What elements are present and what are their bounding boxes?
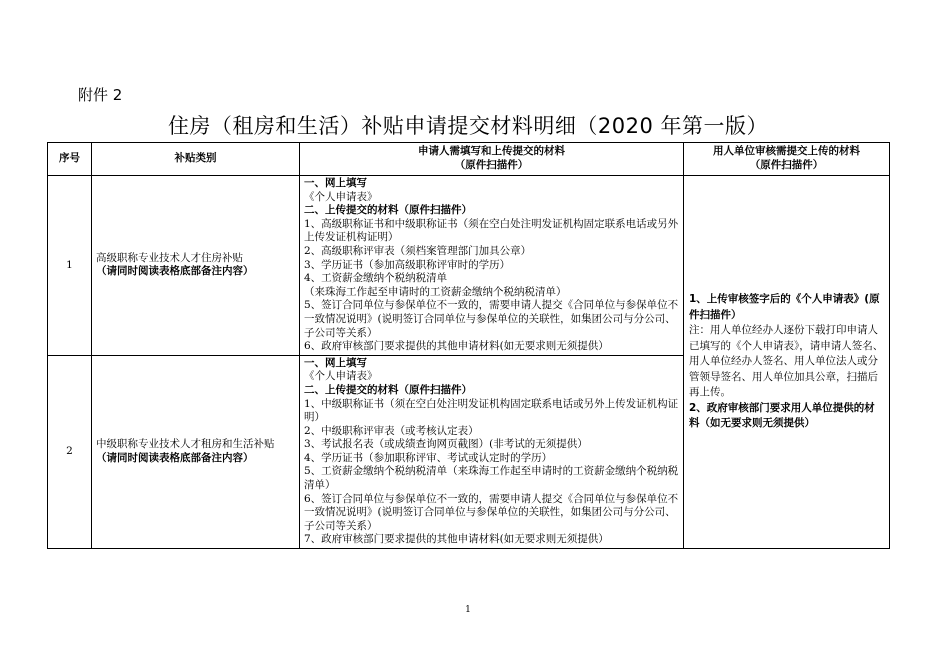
row-materials xyxy=(300,176,684,356)
list-item: 1、高级职称证书和中级职称证书（须在空白处注明发证机构固定联系电话或另外上传发证机构证明） xyxy=(304,217,679,244)
category-note: （请同时阅读表格底部备注内容） xyxy=(96,265,254,278)
list-item: 7、政府审核部门要求提供的其他申请材料(如无要求则无须提供） xyxy=(304,533,609,546)
header-employer-line1: 用人单位审核需提交上传的材料 xyxy=(713,145,860,158)
list-item: 二、上传提交的材料（原件扫描件） xyxy=(304,383,472,396)
list-item: 3、考试报名表（或成绩查询网页截图）(非考试的无须提供） xyxy=(304,438,588,451)
row-materials xyxy=(300,355,684,548)
category-label: 高级职称专业技术人才住房补贴 xyxy=(96,251,243,264)
list-item: 《个人申请表》 xyxy=(304,370,378,383)
list-item: 一、网上填写 xyxy=(304,356,367,369)
materials-table xyxy=(47,142,890,549)
list-item: 4、工资薪金缴纳个税纳税清单 xyxy=(304,272,448,285)
row-category xyxy=(92,176,300,356)
list-item: 2、高级职称评审表（须档案管理部门加具公章） xyxy=(304,244,532,257)
table-row xyxy=(48,176,890,356)
header-seq: 序号 xyxy=(48,143,92,176)
attachment-label: 附件 2 xyxy=(78,86,123,104)
list-item: 5、签订合同单位与参保单位不一致的，需要申请人提交《合同单位与参保单位不一致情况说明》(说明签订合同单位与参保单位的关联性，如集团公司与分公司、子公司等关系） xyxy=(304,299,679,339)
header-applicant xyxy=(300,143,684,176)
list-item: 4、学历证书（参加职称评审、考试或认定时的学历） xyxy=(304,451,553,464)
employer-item2-title: 2、政府审核部门要求用人单位提供的材料（如无要求则无须提供） xyxy=(689,401,875,430)
list-item: 1、中级职称证书（须在空白处注明发证机构固定联系电话或另外上传发证机构证明） xyxy=(304,397,679,424)
page-number: 1 xyxy=(465,605,471,615)
employer-item1-title: 1、上传审核签字后的《个人申请表》(原件扫描件） xyxy=(689,293,880,321)
list-item: 二、上传提交的材料（原件扫描件） xyxy=(304,204,472,217)
employer-materials xyxy=(684,176,890,549)
category-note: （请同时阅读表格底部备注内容） xyxy=(96,451,254,464)
employer-item1-note: 注：用人单位经办人逐份下载打印申请人已填写的《个人申请表》，请申请人签名、用人单位经办人签名、用人单位法人或分管领导签名、用人单位加具公章，扫描后再上传。 xyxy=(689,324,884,399)
list-item: 6、政府审核部门要求提供的其他申请材料(如无要求则无须提供） xyxy=(304,340,609,353)
header-employer xyxy=(684,143,890,176)
row-seq: 2 xyxy=(48,355,92,548)
list-item: 6、签订合同单位与参保单位不一致的，需要申请人提交《合同单位与参保单位不一致情况说明》(说明签订合同单位与参保单位的关联性，如集团公司与分公司、子公司等关系） xyxy=(304,492,679,532)
list-item: （来珠海工作起至申请时的工资薪金缴纳个税纳税清单） xyxy=(304,285,567,298)
header-employer-line2: （原件扫描件） xyxy=(749,159,824,171)
header-row xyxy=(48,143,890,176)
list-item: 3、学历证书（参加高级职称评审时的学历） xyxy=(304,258,511,271)
list-item: 《个人申请表》 xyxy=(304,190,378,203)
header-applicant-line2: （原件扫描件） xyxy=(454,159,529,171)
header-category: 补贴类别 xyxy=(92,143,300,176)
document-title: 住房（租房和生活）补贴申请提交材料明细（2020 年第一版） xyxy=(167,114,769,138)
list-item: 5、工资薪金缴纳个税纳税清单（来珠海工作起至申请时的工资薪金缴纳个税纳税清单） xyxy=(304,465,679,492)
row-category xyxy=(92,355,300,548)
category-label: 中级职称专业技术人才租房和生活补贴 xyxy=(96,438,275,451)
list-item: 一、网上填写 xyxy=(304,177,367,189)
row-seq: 1 xyxy=(48,176,92,356)
list-item: 2、中级职称评审表（或考核认定表） xyxy=(304,424,479,437)
header-applicant-line1: 申请人需填写和上传提交的材料 xyxy=(418,145,565,158)
